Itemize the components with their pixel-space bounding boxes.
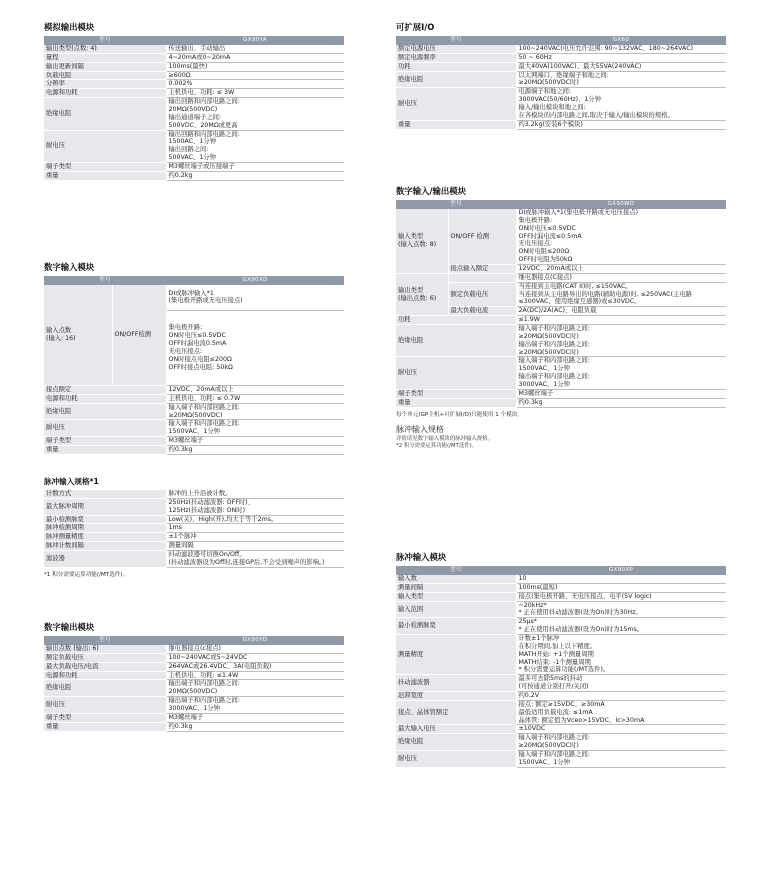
- digital-output-title: 数字输出模块: [44, 622, 95, 632]
- table-row: [44, 713, 344, 722]
- row-key: 绝缘电阻: [44, 98, 166, 130]
- row-value: 主机供电、功耗: ≤1.4W: [166, 671, 344, 680]
- row-value: 最多可去除5ms的抖动 (可按通道分别打开/关闭): [516, 675, 726, 692]
- row-value: 1ms: [166, 524, 344, 533]
- table-row: [44, 722, 344, 731]
- row-value: ±1个脉冲: [166, 533, 344, 542]
- table-row: [44, 80, 344, 89]
- table-row: [396, 325, 726, 357]
- row-value: ≥600Ω: [166, 71, 344, 80]
- output-relay-value: 继电器接点(C接点): [516, 273, 726, 282]
- row-key: 测量精度: [396, 635, 516, 675]
- table-row: [396, 88, 726, 120]
- table-row: [44, 45, 344, 53]
- row-key: 最小检测脉宽: [396, 618, 516, 635]
- table-row: [44, 490, 344, 498]
- table-row: [396, 675, 726, 692]
- table-row: [44, 662, 344, 671]
- row-value: 约3.2kg(安装6个模块): [516, 120, 726, 129]
- table-row: [396, 71, 726, 88]
- row-value: ≤1.9W: [516, 316, 726, 325]
- row-key: 负载电阻: [44, 71, 166, 80]
- header-model: 型号: [396, 200, 516, 209]
- header-model-code: GX90XD: [166, 276, 344, 285]
- analog-output-table: [44, 36, 344, 181]
- row-key: 滤波器: [44, 551, 166, 568]
- table-row: [396, 120, 726, 129]
- row-key: 测量间隔: [396, 583, 516, 592]
- header-model-code: GX90WD: [516, 200, 726, 209]
- table-row: [396, 53, 726, 62]
- blank-cell: [448, 273, 516, 282]
- row-value: 测量间隔: [166, 542, 344, 551]
- row-value: 约0.2V: [516, 692, 726, 701]
- row-value: 4~20mA或0~20mA: [166, 53, 344, 62]
- row-key: 最大负载电压/电流: [44, 662, 166, 671]
- row-key: 端子类型: [44, 437, 166, 446]
- table-row: [44, 533, 344, 542]
- pulse-spec-section: [44, 476, 344, 579]
- digital-io-pulse-head: 脉冲输入规格: [396, 424, 444, 434]
- table-row: [396, 618, 726, 635]
- output-load-key: 额定负载电压: [448, 282, 516, 307]
- row-value: 输入端子和内部电路之间: ≥20MΩ(500VDC时) 输出端子和内部电路之间: ≥20MΩ(500VDC时): [516, 325, 726, 357]
- digital-input-table: [44, 276, 344, 455]
- row-key: 接点、晶体管额定: [396, 700, 516, 725]
- table-row: [44, 98, 344, 130]
- header-model: 型号: [396, 36, 516, 45]
- row-value: 100ms(最短): [516, 583, 726, 592]
- pulse-module-section: [396, 552, 726, 768]
- digital-io-title: 数字输入/输出模块: [396, 186, 467, 196]
- table-header: [396, 200, 726, 209]
- table-row: [44, 671, 344, 680]
- table-row: [44, 437, 344, 446]
- row-key: 计数方式: [44, 490, 166, 498]
- table-row: [396, 601, 726, 618]
- row-value: 100ms(最快): [166, 62, 344, 71]
- digital-io-table: [396, 200, 726, 408]
- row-value: 10: [516, 575, 726, 583]
- row-key: 输出类型(点数: 4): [44, 45, 166, 53]
- digital-output-table: [44, 636, 344, 732]
- row-value: 输出回路和内部电路之间: 20MΩ(500VDC) 输出通道端子之间: 500VDC、20MΩ或更高: [166, 98, 344, 130]
- expandable-io-section: [396, 22, 726, 130]
- row-key: 输出更新间隔: [44, 62, 166, 71]
- row-key: 耐电压: [396, 88, 516, 120]
- row-key: 脉冲计数间隔: [44, 542, 166, 551]
- table-row: [396, 389, 726, 398]
- analog-output-section: [44, 22, 344, 181]
- onoff-value-2: 集电极开路: ON时电压≤0.5VDC OFF时漏电流0.5mA 无电压接点: ON时接点电阻≤200Ω OFF时接点电阻: 50kΩ: [166, 310, 344, 385]
- row-key: 绝缘电阻: [44, 680, 166, 697]
- table-row: [396, 357, 726, 389]
- analog-output-title: 模拟输出模块: [44, 22, 95, 32]
- row-key: 脉冲检测周期: [44, 524, 166, 533]
- table-row: [44, 498, 344, 515]
- row-value: 100~240VAC或5~24VDC: [166, 653, 344, 662]
- row-key: 耐电压: [44, 420, 166, 437]
- row-value: 以太网端口、绝缘端子和地之间: ≥20MΩ(500VDC时): [516, 71, 726, 88]
- expandable-io-title: 可扩展I/O: [396, 22, 435, 32]
- row-value: 输出回路和内部电路之间: 1500AC、1分钟 输出回路之间: 500VAC、1分钟: [166, 130, 344, 162]
- row-key: 抖动滤波器: [396, 675, 516, 692]
- row-key: 分辨率: [44, 80, 166, 89]
- table-row: [396, 45, 726, 53]
- table-row: [396, 700, 726, 725]
- row-value: 主机供电、功耗: ≤ 0.7W: [166, 394, 344, 403]
- table-row: [44, 394, 344, 403]
- row-value: 250Hz(抖动滤波器: OFF时)、 125Hz(抖动滤波器: ON时): [166, 498, 344, 515]
- row-value: Low(关)、High(开),均大于等于2ms。: [166, 515, 344, 524]
- table-row: [396, 62, 726, 71]
- table-row: [44, 542, 344, 551]
- input-onoff-key: ON/OFF 检测: [448, 209, 516, 265]
- pulse-spec-title: 脉冲输入规格*1: [44, 477, 99, 486]
- row-value: 输入端子和内部电路之间: 1500VAC、1分钟: [166, 420, 344, 437]
- table-header: [396, 566, 726, 575]
- table-row: [44, 680, 344, 697]
- row-key: 耐电压: [396, 357, 516, 389]
- row-key: 重量: [396, 398, 516, 407]
- table-row: [396, 273, 726, 282]
- row-key: 额定电源频率: [396, 53, 516, 62]
- input-type-key: 输入类型 (输入点数: 8): [396, 209, 448, 273]
- digital-input-section: [44, 262, 344, 455]
- table-row: [396, 316, 726, 325]
- row-value: 继电器接点(c接点): [166, 645, 344, 653]
- row-value: 0.002%: [166, 80, 344, 89]
- table-row: [44, 551, 344, 568]
- header-model-code: GX90XP: [516, 566, 726, 575]
- row-value: 输入端子和内部回路之间: ≥20MΩ(500VDC): [166, 403, 344, 420]
- table-row: [396, 583, 726, 592]
- row-key: 输出点数 (输出: 6): [44, 645, 166, 653]
- header-model-code: GX90YA: [166, 36, 344, 45]
- row-key: 耐电压: [44, 130, 166, 162]
- output-type-key: 输出类型 (输出点数: 6): [396, 273, 448, 315]
- table-row: [44, 524, 344, 533]
- row-key: 最大输入电压: [396, 725, 516, 734]
- table-row: [44, 403, 344, 420]
- row-value: M3螺丝端子: [516, 389, 726, 398]
- table-header: [44, 636, 344, 645]
- row-value: 脉冲的上升沿被计数。: [166, 490, 344, 498]
- table-row: [396, 398, 726, 407]
- table-row: [44, 653, 344, 662]
- digital-output-section: [44, 622, 344, 732]
- table-header: [396, 36, 726, 45]
- row-key: 接点额定: [44, 386, 166, 395]
- header-model: 型号: [44, 636, 166, 645]
- row-key: 额定负载电压: [44, 653, 166, 662]
- row-key: 输入范围: [396, 601, 516, 618]
- input-onoff-value: DI或脉冲输入*1(集电极开路或无电压接点) 集电极开路: ON时电压≤0.5VDC OFF时漏电流≤0.5mA 无电压接点: ON时电阻≤200Ω OFF时电阻为50kΩ: [516, 209, 726, 265]
- row-value: 主机供电、功耗: ≤ 3W: [166, 89, 344, 98]
- digital-input-title: 数字输入模块: [44, 262, 95, 272]
- row-value: 约0.3kg: [166, 722, 344, 731]
- pulse-module-table: [396, 566, 726, 768]
- header-model-code: GX60: [516, 36, 726, 45]
- row-value: 264VAC或26.4VDC、3A(电阻负载): [166, 662, 344, 671]
- table-row: [396, 692, 726, 701]
- table-row: [44, 645, 344, 653]
- row-key: 绝缘电阻: [44, 403, 166, 420]
- row-key: 电源和功耗: [44, 89, 166, 98]
- row-value: 50 ~ 60Hz: [516, 53, 726, 62]
- row-key: 功耗: [396, 316, 516, 325]
- row-key: 最小检测脉宽: [44, 515, 166, 524]
- pulse-spec-footnote: *1 积分需要运算功能(/MT选件)。: [44, 571, 129, 578]
- row-value: 接点: 额定≥15VDC、≥30mA 最低适用负载电流: ≤1mA 晶体管: 额定值为Vceo>15VDC、Ic>30mA: [516, 700, 726, 725]
- row-value: 输入端子和内部电路之间: ≥20MΩ(500VDC时): [516, 734, 726, 751]
- row-key: 最大脉冲周期: [44, 498, 166, 515]
- expandable-io-table: [396, 36, 726, 130]
- input-rating-value: 12VDC、20mA或以上: [516, 265, 726, 274]
- header-model: 型号: [44, 36, 166, 45]
- row-key: 功耗: [396, 62, 516, 71]
- table-row: [396, 725, 726, 734]
- row-value: 抖动滤波器可切换On/Off。 (抖动滤波器设为Off时,连接GP后,不会受到噪声的影响。): [166, 551, 344, 568]
- row-value: 25μs* * 正在使用抖动滤波器(设为On)时为15ms。: [516, 618, 726, 635]
- row-value: 输入端子和内部电路之间: 1500VAC、1分钟: [516, 751, 726, 768]
- table-row: [44, 163, 344, 172]
- table-row: [396, 734, 726, 751]
- table-row: [44, 89, 344, 98]
- table-row: [44, 53, 344, 62]
- table-row: [44, 171, 344, 180]
- digital-io-note: 每个单元(GP主机+可扩展I/O)只能使用 1 个模块。: [396, 411, 523, 418]
- row-value: M3螺丝端子或压接端子: [166, 163, 344, 172]
- pulse-spec-table: [44, 490, 344, 568]
- table-header: [44, 36, 344, 45]
- table-row: [44, 62, 344, 71]
- row-key: 量程: [44, 53, 166, 62]
- row-value: 计数±1个脉冲 在积分期间,加上以下精度。 MATH开始: +1个测量周期 MATH结束: -1个测量周期 * 积分需要运算功能(/MT选件)。: [516, 635, 726, 675]
- table-row: [44, 420, 344, 437]
- row-value: 输入端子和内部电路之间: 1500VAC、1分钟 输出端子和内部电路之间: 3000VAC、1分钟: [516, 357, 726, 389]
- row-value: 输出端子和内部电路之间: 20MΩ(500VDC): [166, 680, 344, 697]
- row-key: 脉冲测量精度: [44, 533, 166, 542]
- table-row: [396, 751, 726, 768]
- row-key: 端子类型: [44, 163, 166, 172]
- row-key: 额定电源电压: [396, 45, 516, 53]
- table-row: [44, 386, 344, 395]
- input-points-key: 输入点数 (输入: 16): [44, 285, 112, 386]
- onoff-key: ON/OFF检测: [112, 285, 166, 386]
- row-value: 12VDC、20mA或以上: [166, 386, 344, 395]
- header-model-code: GX90YD: [166, 636, 344, 645]
- onoff-value-1: DI或脉冲输入*1 (集电极开路或无电压接点): [166, 285, 344, 310]
- row-value: M3螺丝端子: [166, 437, 344, 446]
- digital-io-pulse-note: 详情请见数字输入模块的脉冲输入规格。 *2 积分需要运算功能(/MT选件)。: [396, 435, 494, 449]
- pulse-module-title: 脉冲输入模块: [396, 552, 447, 562]
- row-key: 端子类型: [44, 713, 166, 722]
- table-row: [396, 209, 726, 265]
- row-key: 绝缘电阻: [396, 325, 516, 357]
- row-key: 重量: [396, 120, 516, 129]
- output-max-key: 最大负载电流: [448, 307, 516, 316]
- table-header: [44, 276, 344, 285]
- output-max-value: 2A(DC)/2A(AC)、电阻负载: [516, 307, 726, 316]
- row-value: 约0.2kg: [166, 171, 344, 180]
- row-key: 迟滞宽度: [396, 692, 516, 701]
- row-key: 耐电压: [396, 751, 516, 768]
- row-key: 电源和功耗: [44, 671, 166, 680]
- row-value: ~20kHz* * 正在使用抖动滤波器(设为On)时为30Hz。: [516, 601, 726, 618]
- table-row: [396, 635, 726, 675]
- row-value: 电源端子和地之间: 3000VAC(50/60Hz)、1分钟 输入/输出模块和地之间: 在各模块的内部电路之间,取决于输入/输出模块的规格。: [516, 88, 726, 120]
- table-row: [44, 697, 344, 714]
- row-value: 约0.3kg: [516, 398, 726, 407]
- row-key: 输入类型: [396, 592, 516, 601]
- header-model: 型号: [44, 276, 166, 285]
- table-row: [44, 130, 344, 162]
- row-value: 传送输出、手动输出: [166, 45, 344, 53]
- row-key: 输入数: [396, 575, 516, 583]
- row-value: ±10VDC: [516, 725, 726, 734]
- output-load-value: 当连接到主电路(CAT II)时, ≤150VAC。 当连接到从主电路导出的电路(辅助电源)时, ≤250VAC(主电路≤300VAC、使用绝缘互感器)或≤30VDC。: [516, 282, 726, 307]
- row-key: 重量: [44, 722, 166, 731]
- row-key: 重量: [44, 446, 166, 455]
- row-key: 耐电压: [44, 697, 166, 714]
- table-row: [396, 592, 726, 601]
- row-key: 端子类型: [396, 389, 516, 398]
- table-row: [44, 515, 344, 524]
- table-row: [396, 575, 726, 583]
- row-value: M3螺丝端子: [166, 713, 344, 722]
- row-value: 100~240VAC(电压允许范围: 90~132VAC、180~264VAC): [516, 45, 726, 53]
- row-key: 电源和功耗: [44, 394, 166, 403]
- row-key: 重量: [44, 171, 166, 180]
- table-row: [44, 446, 344, 455]
- table-row: [44, 71, 344, 80]
- digital-io-section: [396, 186, 726, 450]
- row-value: 接点(集电极开路、无电压接点、电平(5V logic): [516, 592, 726, 601]
- row-value: 最大40VA(100VAC)、最大55VA(240VAC): [516, 62, 726, 71]
- row-key: 绝缘电阻: [396, 734, 516, 751]
- header-model: 型号: [396, 566, 516, 575]
- row-value: 输出端子和内部电路之间: 3000VAC、1分钟: [166, 697, 344, 714]
- table-row: [44, 285, 344, 310]
- row-key: 绝缘电阻: [396, 71, 516, 88]
- row-value: 约0.3kg: [166, 446, 344, 455]
- input-rating-key: 接点输入额定: [448, 265, 516, 274]
